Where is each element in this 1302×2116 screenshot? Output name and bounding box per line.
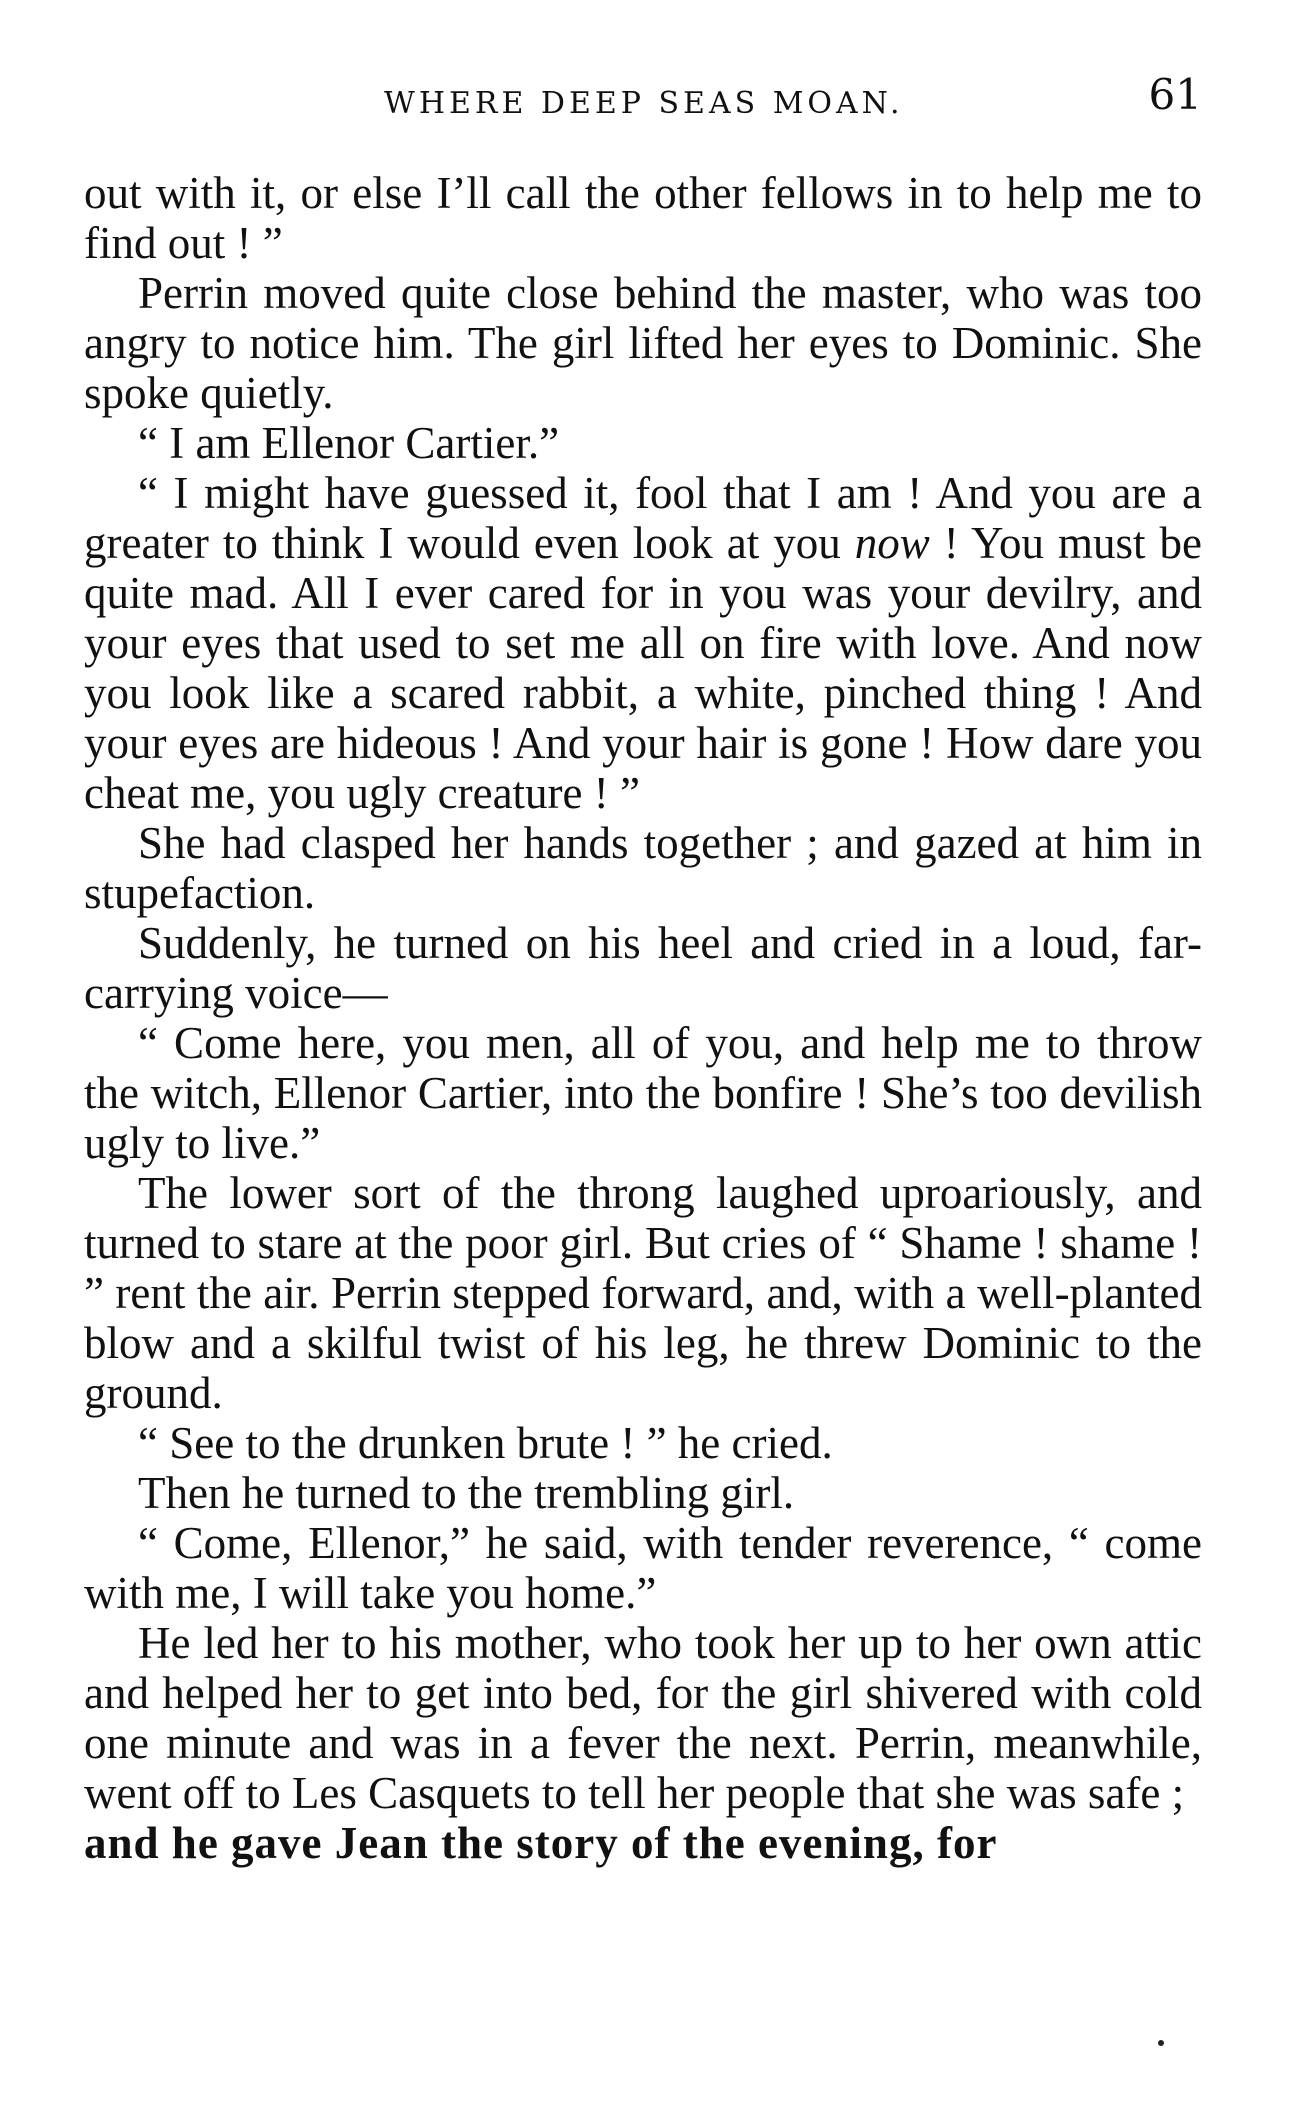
paragraph: out with it, or else I’ll call the other fellows in to help me to find out ! ” [84, 168, 1202, 268]
paragraph: The lower sort of the throng laughed uproariously, and turned to stare at the poor girl. But cries of “ Shame ! shame ! ” rent the air. Perrin stepped forward, and, with a well-planted blow and a skilful twist of his leg, he threw Dominic to the ground. [84, 1168, 1202, 1418]
paragraph: “ Come here, you men, all of you, and help me to throw the witch, Ellenor Cartier, into the bonfire ! She’s too devilish ugly to live.” [84, 1018, 1202, 1168]
book-page [84, 0, 1202, 2116]
paragraph: Perrin moved quite close behind the master, who was too angry to notice him. The girl lifted her eyes to Dominic. She spoke quietly. [84, 268, 1202, 418]
paragraph: Suddenly, he turned on his heel and cried in a loud, far-carrying voice— [84, 918, 1202, 1018]
paragraph-text: ! You must be quite mad. All I ever cared for in you was your devilry, and your eyes that used to set me all on fire with love. And now you look like a scared rabbit, a white, pinched thing ! And your eyes are hideous ! And your hair is gone ! How dare you cheat me, you ugly creature ! ” [84, 518, 1202, 818]
page-number: 61 [1148, 70, 1202, 119]
body-text [84, 168, 1202, 1868]
page-header [84, 70, 1202, 130]
running-title: WHERE DEEP SEAS MOAN. [384, 86, 904, 121]
paragraph: “ See to the drunken brute ! ” he cried. [138, 1418, 833, 1468]
ink-speck [1158, 2040, 1164, 2046]
paragraph: She had clasped her hands together ; and gazed at him in stupefaction. [84, 818, 1202, 918]
paragraph [84, 468, 1202, 818]
paragraph: Then he turned to the trembling girl. [138, 1468, 795, 1518]
paragraph: “ Come, Ellenor,” he said, with tender reverence, “ come with me, I will take you home.” [84, 1518, 1202, 1618]
paragraph: He led her to his mother, who took her up to her own attic and helped her to get into bed, for the girl shivered with cold one minute and was in a fever the next. Perrin, meanwhile, went off to Les Casquets to tell her people that she was safe ; [84, 1618, 1202, 1818]
paragraph: “ I am Ellenor Cartier.” [138, 418, 560, 468]
emphasis-text: now [854, 518, 930, 568]
paragraph-text: “ I might have guessed it, fool that I am ! And you are a greater to think I would even look at you [84, 468, 1202, 568]
paragraph: and he gave Jean the story of the evening, for [84, 1818, 998, 1868]
